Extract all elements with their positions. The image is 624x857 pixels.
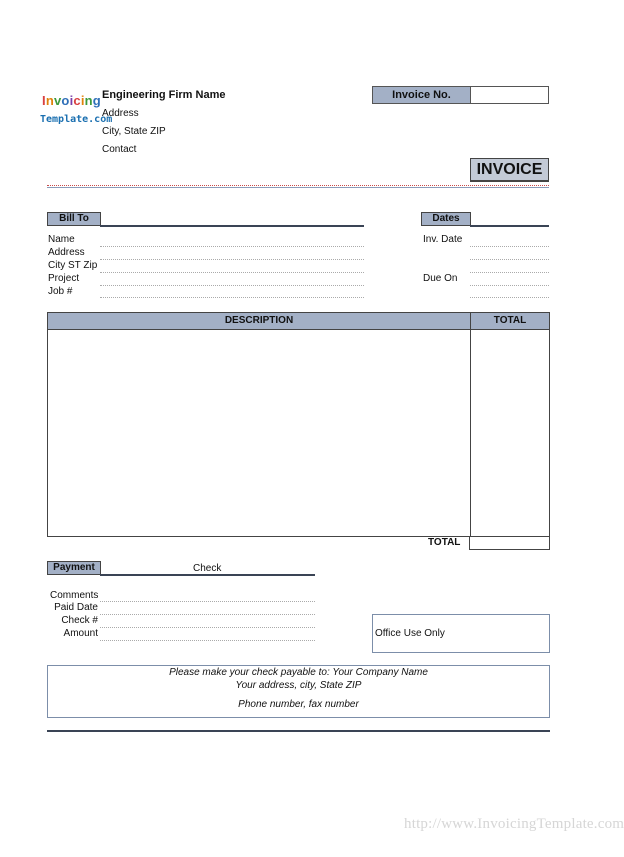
company-contact: Contact — [102, 144, 137, 155]
comments-field[interactable] — [100, 601, 315, 602]
amount-label: Amount — [63, 628, 98, 639]
logo-letter: o — [61, 93, 70, 108]
dates-blank-line-1 — [470, 259, 549, 260]
comments-label: Comments — [50, 590, 99, 601]
bill-to-name-label: Name — [48, 234, 75, 245]
invoice-number-box — [372, 86, 549, 104]
amount-field[interactable] — [100, 640, 315, 641]
office-use-label: Office Use Only — [375, 628, 445, 639]
due-on-label: Due On — [423, 273, 458, 284]
bill-to-rule — [100, 225, 364, 227]
dates-blank-line-2 — [470, 272, 549, 273]
due-on-field[interactable] — [470, 285, 549, 286]
logo-letter: i — [69, 93, 74, 108]
check-number-label: Check # — [61, 615, 98, 626]
total-column-area[interactable] — [471, 330, 549, 536]
logo-letter: n — [45, 93, 54, 108]
grand-total-label: TOTAL — [428, 537, 461, 548]
logo-letter: I — [42, 93, 46, 108]
paid-date-field[interactable] — [100, 614, 315, 615]
bottom-rule — [47, 730, 550, 732]
bill-to-city-field[interactable] — [100, 272, 364, 273]
dates-heading: Dates — [421, 212, 471, 226]
bill-to-job-field[interactable] — [100, 297, 364, 298]
logo-letter: i — [80, 93, 85, 108]
company-address: Address — [102, 108, 139, 119]
description-header: DESCRIPTION — [48, 313, 470, 330]
logo-letter: v — [53, 93, 62, 108]
bill-to-address-field[interactable] — [100, 259, 364, 260]
dates-blank-line-3 — [470, 297, 549, 298]
footer-line-3: Phone number, fax number — [238, 699, 359, 710]
items-table — [47, 312, 550, 537]
inv-date-field[interactable] — [470, 246, 549, 247]
header-divider — [47, 187, 549, 188]
invoice-title: INVOICE — [470, 158, 549, 182]
payment-heading: Payment — [47, 561, 101, 575]
bill-to-heading: Bill To — [47, 212, 101, 226]
bill-to-job-label: Job # — [48, 286, 73, 297]
watermark: http://www.InvoicingTemplate.com — [404, 816, 624, 832]
total-header: TOTAL — [471, 313, 549, 330]
dates-rule — [470, 225, 549, 227]
logo-line-1 — [42, 94, 101, 108]
logo-letter: c — [73, 93, 81, 108]
footer-line-2: Your address, city, State ZIP — [235, 680, 362, 691]
office-use-box[interactable] — [372, 614, 550, 653]
grand-total-field[interactable] — [469, 536, 550, 550]
payment-method: Check — [193, 563, 222, 574]
bill-to-project-field[interactable] — [100, 285, 364, 286]
logo-letter: n — [84, 93, 93, 108]
logo-line-2: Template.com — [40, 114, 113, 125]
paid-date-label: Paid Date — [54, 602, 98, 613]
bill-to-city-label: City ST Zip — [48, 260, 98, 271]
invoice-number-label: Invoice No. — [373, 87, 471, 103]
logo-letter: g — [92, 93, 101, 108]
check-number-field[interactable] — [100, 627, 315, 628]
company-name: Engineering Firm Name — [102, 89, 226, 101]
payment-instructions — [47, 665, 550, 718]
payment-rule — [100, 574, 315, 576]
header-divider-dotted — [47, 185, 549, 186]
inv-date-label: Inv. Date — [423, 234, 463, 245]
bill-to-project-label: Project — [48, 273, 80, 284]
company-city: City, State ZIP — [102, 126, 166, 137]
footer-line-1: Please make your check payable to: Your Company Name — [169, 667, 428, 678]
description-area[interactable] — [48, 330, 470, 536]
bill-to-name-field[interactable] — [100, 246, 364, 247]
bill-to-address-label: Address — [48, 247, 85, 258]
